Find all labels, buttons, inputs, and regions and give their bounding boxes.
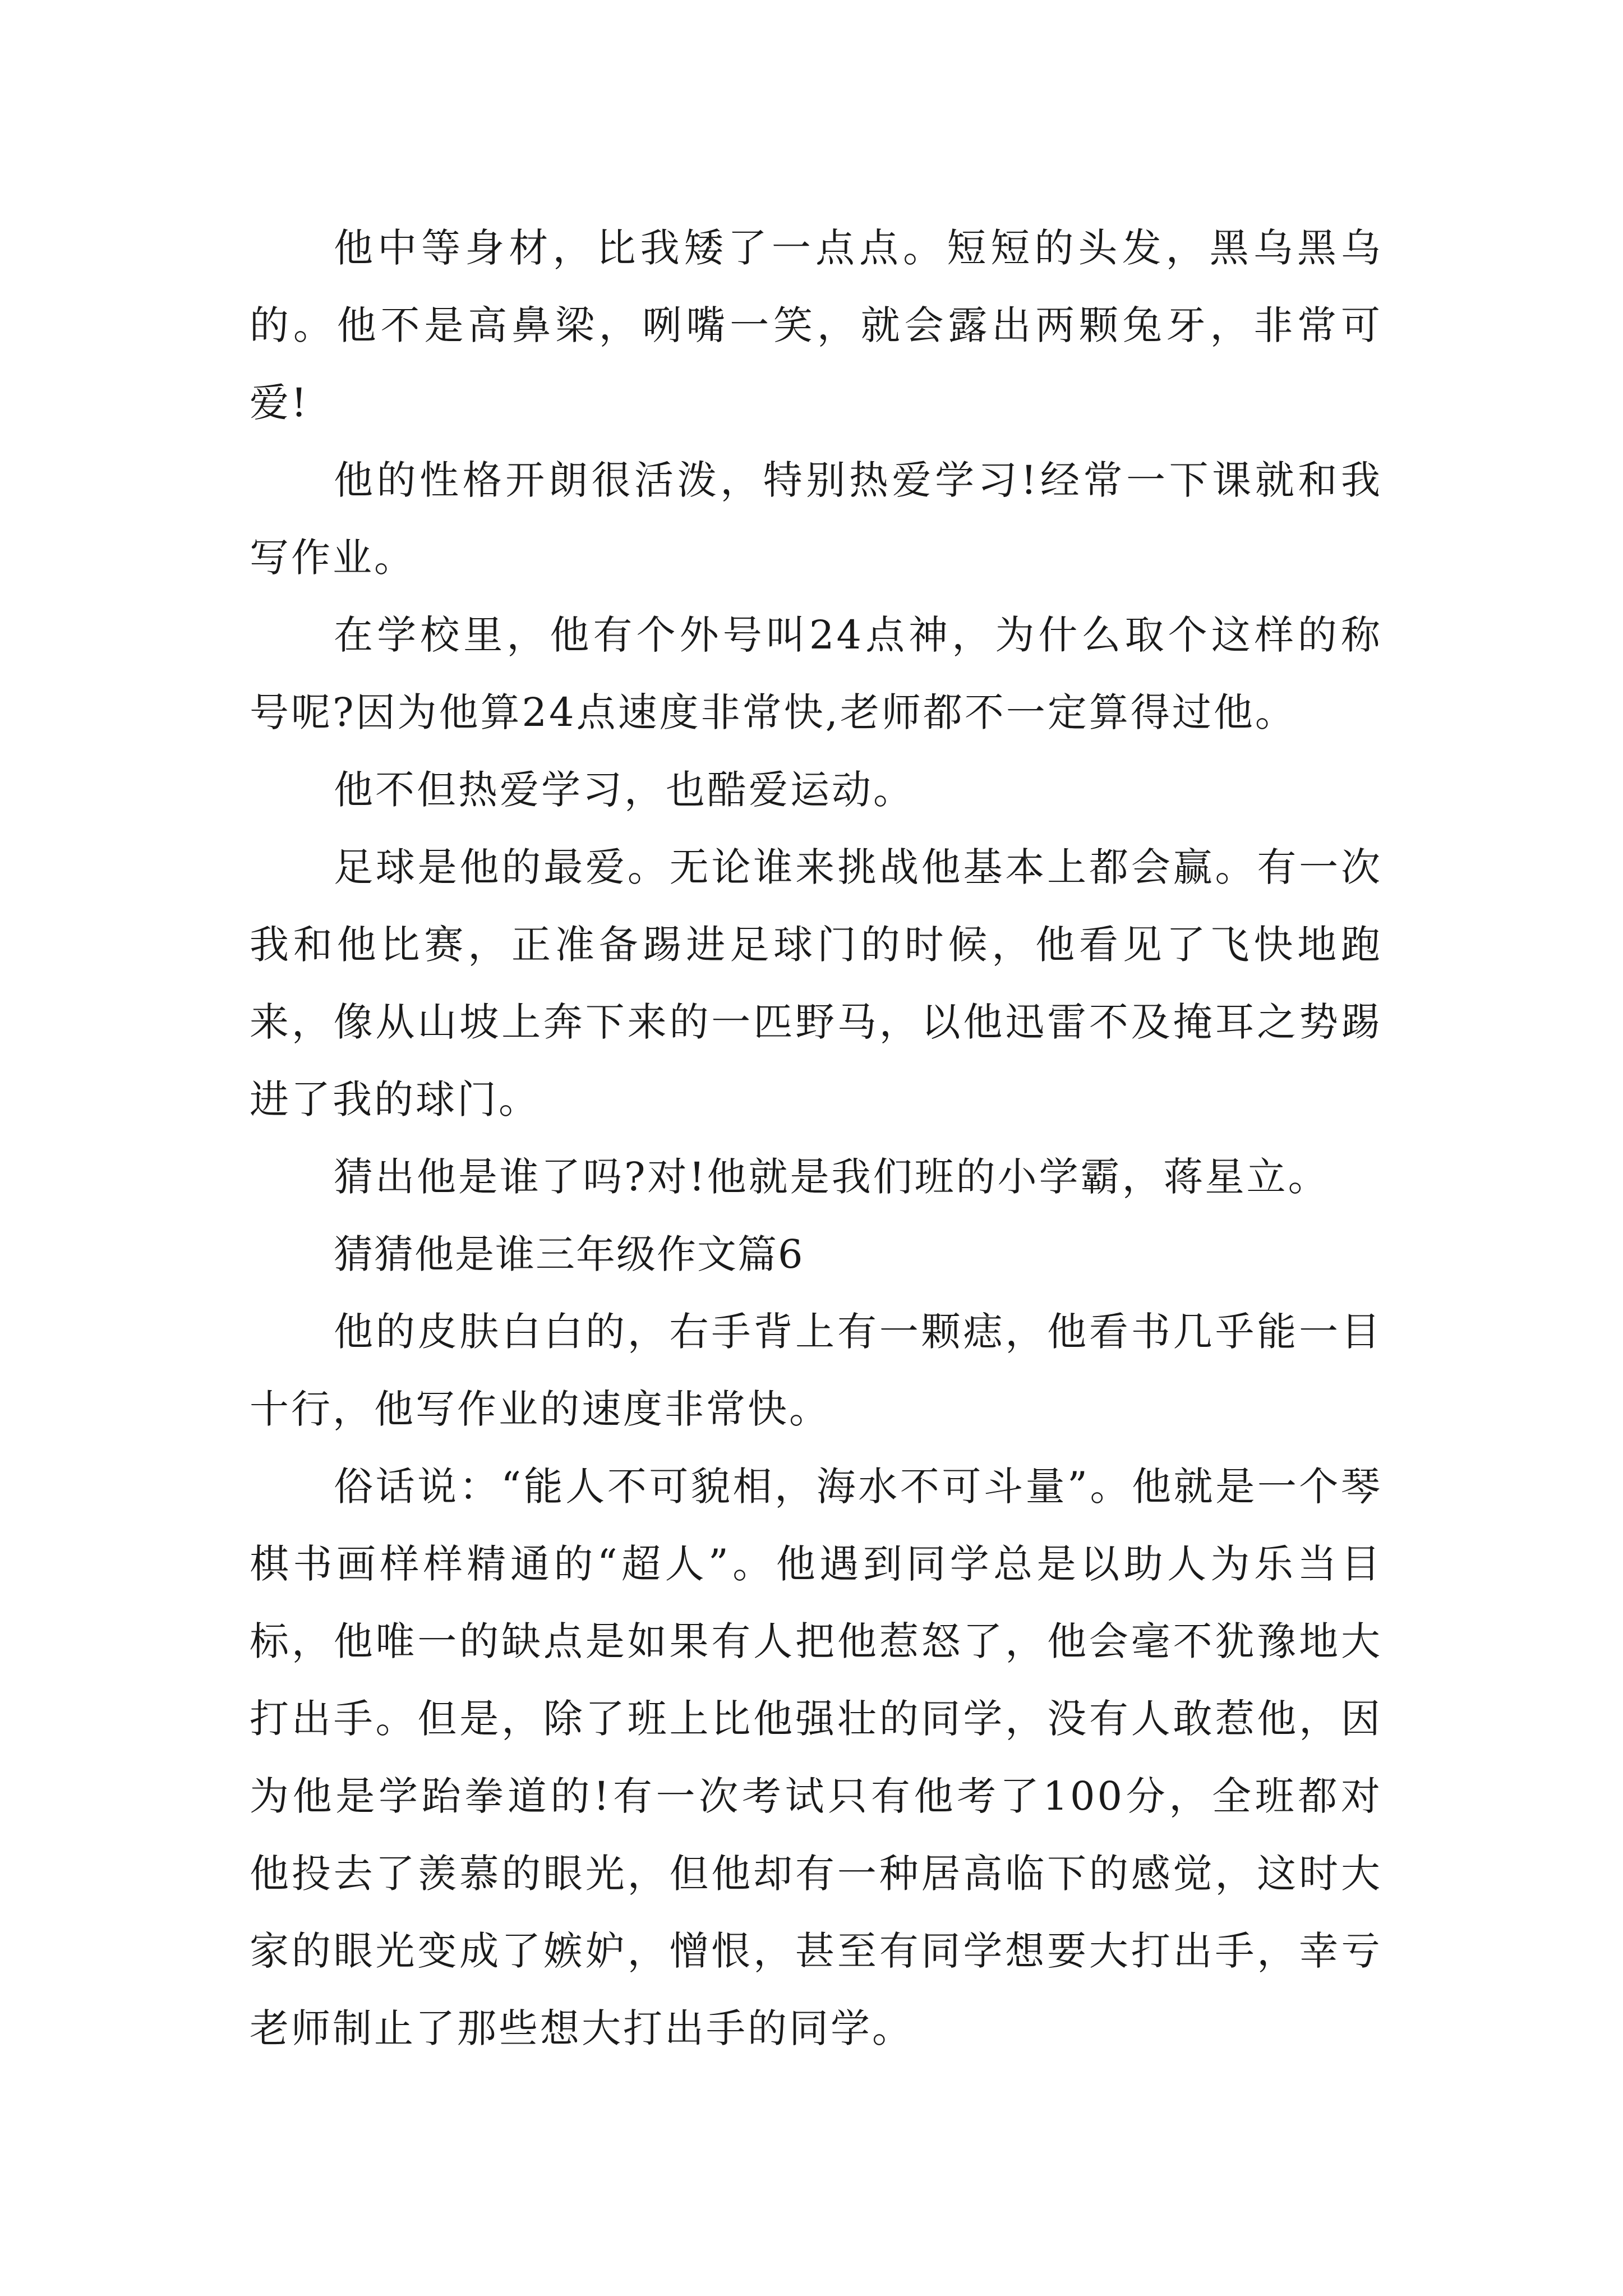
section-heading: 猜猜他是谁三年级作文篇6	[334, 1231, 804, 1277]
paragraph-personality: 他的性格开朗很活泼，特别热爱学习!经常一下课就和我写作业。	[250, 457, 1382, 581]
paragraph-appearance: 他中等身材，比我矮了一点点。短短的头发，黑乌黑乌的。他不是高鼻梁，咧嘴一笑，就会露出两颗兔牙，非常可爱!	[250, 225, 1382, 426]
paragraph-sports-intro: 他不但热爱学习，也酷爱运动。	[334, 767, 915, 813]
paragraph-reveal: 猜出他是谁了吗?对!他就是我们班的小学霸，蒋星立。	[334, 1154, 1330, 1200]
paragraph-football: 足球是他的最爱。无论谁来挑战他基本上都会赢。有一次我和他比赛，正准备踢进足球门的时候，他看见了飞快地跑来，像从山坡上奔下来的一匹野马，以他迅雷不及掩耳之势踢进了我的球门。	[250, 844, 1382, 1122]
paragraph-nickname: 在学校里，他有个外号叫24点神，为什么取个这样的称号呢?因为他算24点速度非常快,老师都不一定算得过他。	[250, 612, 1382, 735]
paragraph-proverb: 俗话说：“能人不可貌相，海水不可斗量”。他就是一个琴棋书画样样精通的“超人”。他遇到同学总是以助人为乐当目标，他唯一的缺点是如果有人把他惹怒了，他会毫不犹豫地大打出手。但是，除了班上比他强壮的同学，没有人敢惹他，因为他是学跆拳道的!有一次考试只有他考了100分，全班都对他投去了羡慕的眼光，但他却有一种居高临下的感觉，这时大家的眼光变成了嫉妒，憎恨，甚至有同学想要大打出手，幸亏老师制止了那些想大打出手的同学。	[250, 1464, 1382, 2051]
paragraph-skin: 他的皮肤白白的，右手背上有一颗痣，他看书几乎能一目十行，他写作业的速度非常快。	[250, 1309, 1382, 1432]
document-body	[250, 209, 1382, 2067]
